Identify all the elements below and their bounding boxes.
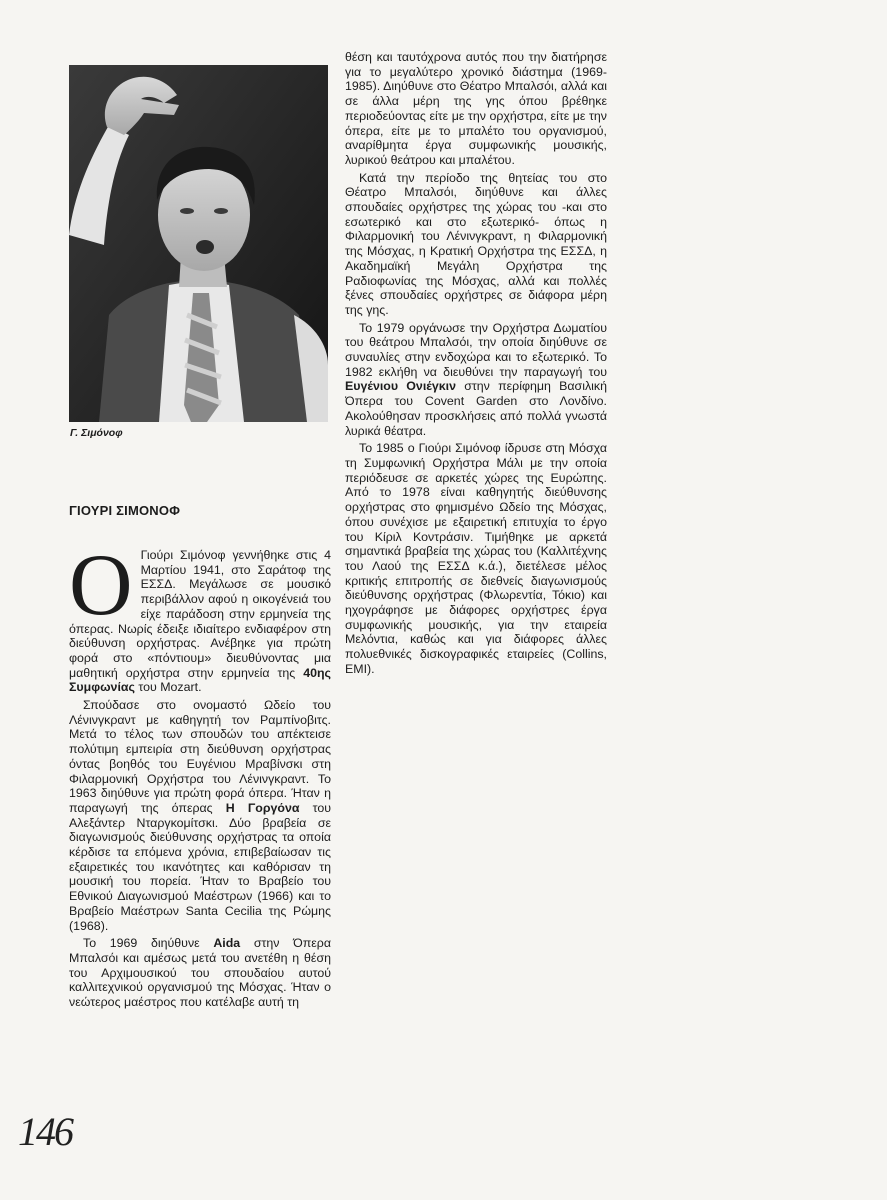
left-column — [69, 548, 331, 1160]
conductor-photo — [69, 65, 328, 422]
photo-caption: Γ. Σιμόνοφ — [70, 427, 123, 439]
paragraph: Το 1979 οργάνωσε την Ορχήστρα Δωματίου του θεάτρου Μπαλσόι, την οποία διηύθυνε σε συναυλίες στην ενδοχώρα και το εξωτερικό. Το 1982 εκλήθη να διευθύνει την παραγωγή του Ευγένιου Ονιέγκιν στην περίφημη Βασιλική Όπερα του Covent Garden στο Λονδίνο. Ακολούθησαν προσκλήσεις από πολλά γνωστά λυρικά θέατρα. — [345, 320, 607, 438]
article-heading: ΓΙΟΥΡΙ ΣΙΜΟΝΟΦ — [69, 503, 181, 518]
paragraph: Ο Γιούρι Σιμόνοφ γεννήθηκε στις 4 Μαρτίου 1941, στο Σαράτοφ της ΕΣΣΔ. Μεγάλωσε σε μουσικό περιβάλλον αφού η οικογένειά του είχε παράδοση στην ερμηνεία της όπερας. Νωρίς έδειξε ιδιαίτερο ενδιαφέρον στη διεύθυνση ορχήστρας. Ανέβηκε για πρώτη φορά στο «πόντιουμ» διευθύνοντας μια μαθητική ορχήστρα στην ερμηνεία της 40ης Συμφωνίας του Mozart. — [69, 548, 331, 695]
right-column — [345, 50, 607, 890]
dropcap: Ο — [69, 548, 133, 634]
paragraph: Κατά την περίοδο της θητείας του στο Θέατρο Μπαλσόι, διηύθυνε και άλλες σπουδαίες ορχήστρες της χώρας του -και στο εσωτερικό και στο εξωτερικό- όπως η Φιλαρμονική του Λένινγκραντ, η Φιλαρμονική της Μόσχας, η Κρατική Ορχήστρα της ΕΣΣΔ, η Ακαδημαϊκή Μεγάλη Ορχήστρα της Ραδιοφωνίας της Μόσχας, αλλά και πολλές ξένες σπουδαίες ορχήστρες σε διάφορα μέρη της γης. — [345, 170, 607, 317]
page-number: 146 — [18, 1109, 72, 1154]
conductor-photo-illustration — [69, 65, 328, 422]
paragraph: Το 1985 ο Γιούρι Σιμόνοφ ίδρυσε στη Μόσχα τη Συμφωνική Ορχήστρα Μάλι με την οποία περιόδευσε σε αρκετές χώρες της Ευρώπης. Από το 1978 είναι καθηγητής διεύθυνσης ορχήστρας στο φημισμένο Ωδείο της Μόσχας, όπου συνέχισε με εξαιρετική επιτυχία το έργο του Κίριλ Κοντράσιν. Τιμήθηκε με αρκετά σημαντικά βραβεία της χώρας του (Καλλιτέχνης του Λαού της ΕΣΣΔ κ.ά.), διετέλεσε μέλος κριτικής επιτροπής σε διεθνείς διαγωνισμούς διεύθυνσης ορχήστρας (Φλωρεντία, Τόκιο) και ηχογράφησε με διάφορες ορχήστρες έργα συμφωνικής μουσικής, για την εταιρεία Μελόντια, καθώς και για διάφορες άλλες πολυεθνικές δισκογραφικές εταιρείες (Collins, EMI). — [345, 441, 607, 676]
paragraph: Το 1969 διηύθυνε Aida στην Όπερα Μπαλσόι και αμέσως μετά του ανετέθη η θέση του Αρχιμουσικού του σπουδαίου αυτού καλλιτεχνικού οργανισμού της Μόσχας. Ήταν ο νεώτερος μαέστρος που κατέλαβε αυτή τη — [69, 936, 331, 1010]
paragraph: Σπούδασε στο ονομαστό Ωδείο του Λένινγκραντ με καθηγητή τον Ραμπίνοβιτς. Μετά το τέλος των σπουδών του απέκτεισε πολύτιμη εμπειρία στη διεύθυνση ορχήστρας όντας βοηθός του Ευγένιου Μραβίνσκι στη Φιλαρμονική Ορχήστρα του Λένινγκραντ. Το 1963 διηύθυνε για πρώτη φορά όπερα. Ήταν η παραγωγή της όπερας Η Γοργόνα του Αλεξάντερ Νταργκομίτσκι. Δύο βραβεία σε διαγωνισμούς διεύθυνσης ορχήστρας τα οποία κέρδισε τα επόμενα χρόνια, επιβεβαίωσαν τις εξαιρετικές του ικανότητες και καθόρισαν τη μουσική του πορεία. Ήταν το Βραβείο του Εθνικού Διαγωνισμού Μαέστρων (1966) και το Βραβείο Μαέστρων Santa Cecilia της Ρώμης (1968). — [69, 698, 331, 933]
paragraph: θέση και ταυτόχρονα αυτός που την διατήρησε για το μεγαλύτερο χρονικό διάστημα (1969-1985). Διηύθυνε στο Θέατρο Μπαλσόι, αλλά και σε άλλα μέρη της γης όπου βρέθηκε περιοδεύοντας είτε με την ορχήστρα, είτε με την όπερα, είτε με το μπαλέτο του οργανισμού, αναρίθμητα έργα συμφωνικής μουσικής, λυρικού θεάτρου και μπαλέτου. — [345, 50, 607, 167]
